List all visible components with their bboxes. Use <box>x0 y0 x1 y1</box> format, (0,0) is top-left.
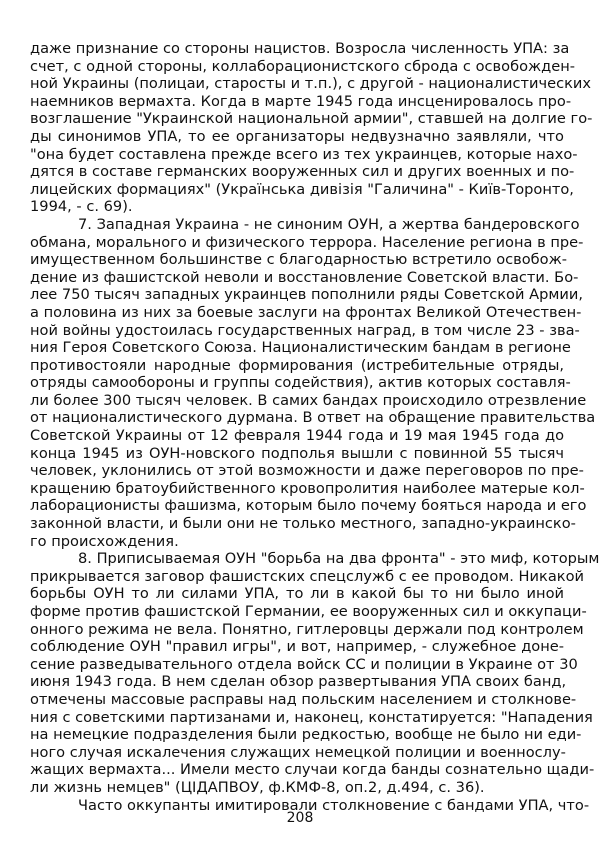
text-line: лаборационисты фашизма, которым было почему бояться народа и его <box>30 497 587 515</box>
text-line: на немецкие подразделения были редкостью, вообще не было ни еди- <box>30 726 582 744</box>
text-line: конца 1945 из ОУН-новского подполья вышли с повинной 55 тысяч <box>30 444 564 462</box>
text-line: счет, с одной стороны, коллаборационистского сброда с освобожден- <box>30 57 576 75</box>
page-number: 208 <box>286 810 314 826</box>
text-line: кращению братоубийственного кровопролития наиболее матерые кол- <box>30 479 585 497</box>
text-line: имущественном большинстве с благодарностью встретило освобож- <box>30 251 568 269</box>
text-line: даже признание со стороны нацистов. Возросла численность УПА: за <box>30 40 570 57</box>
text-line: ной Украины (полицаи, старосты и т.п.), с другой - националистических <box>30 75 592 93</box>
text-line: противостояли народные формирования (истребительные отряды, <box>30 356 564 374</box>
text-line: июня 1943 года. В нем сделан обзор развертывания УПА своих банд, <box>30 673 567 691</box>
text-line: дение из фашистской неволи и восстановление Советской власти. Бо- <box>30 268 579 286</box>
text-line: отмечены массовые расправы над польским населением и столкнове- <box>30 690 577 708</box>
text-line: от националистического дурмана. В ответ на обращение правительства <box>30 409 596 427</box>
text-line: человек, уклонились от этой возможности и даже переговоров по пре- <box>30 462 584 480</box>
text-line: борьбы ОУН то ли силами УПА, то ли в какой бы то ни было иной <box>30 585 564 603</box>
text-line: онного режима не вела. Понятно, гитлеровцы держали под контролем <box>30 620 584 638</box>
text-line: Часто оккупанты имитировали столкновение с бандами УПА, что- <box>78 796 590 814</box>
text-line: ния Героя Советского Союза. Националистическим бандам в регионе <box>30 339 571 357</box>
text-line: ли более 300 тысяч человек. В самих бандах происходило отрезвление <box>30 391 587 409</box>
text-line: ды синонимов УПА, то ее организаторы недвузначно заявляли, что <box>30 127 564 145</box>
body-text <box>30 40 600 814</box>
text-line: го происхождения. <box>30 532 179 550</box>
text-line: возглашение "Украинской национальной армии", ставшей на долгие го- <box>30 110 593 128</box>
text-line: законной власти, и были они не только местного, западно-украинско- <box>30 515 576 533</box>
text-line: наемников вермахта. Когда в марте 1945 года инсценировалось про- <box>30 92 572 110</box>
text-line: обмана, морального и физического террора. Население региона в пре- <box>30 233 584 251</box>
text-line: 8. Приписываемая ОУН "борьба на два фронта" - это миф, которым <box>78 550 600 568</box>
text-line: Советской Украины от 12 февраля 1944 года и 19 мая 1945 года до <box>30 427 564 445</box>
text-line: соблюдение ОУН "правил игры", и вот, например, - служебное доне- <box>30 638 564 656</box>
text-line: дятся в составе германских вооруженных сил и других военных и по- <box>30 163 575 181</box>
text-line: жащих вермахта... Имели место случаи когда банды сознательно щади- <box>30 761 595 779</box>
text-line: 1994, - с. 69). <box>30 198 133 216</box>
text-line: лее 750 тысяч западных украинцев пополнили ряды Советской Армии, <box>30 286 583 304</box>
text-line: ния с советскими партизанами и, наконец, констатируется: "Нападения <box>30 708 593 726</box>
text-line: ной войны удостоилась государственных наград, в том числе 23 - зва- <box>30 321 580 339</box>
text-line: 7. Западная Украина - не синоним ОУН, а жертва бандеровского <box>78 215 580 233</box>
text-line: "она будет составлена прежде всего из тех украинцев, которые нахо- <box>30 145 578 163</box>
text-line: сение разведывательного отдела войск СС и полиции в Украине от 30 <box>30 655 578 673</box>
text-line: а половина из них за боевые заслуги на фронтах Великой Отечествен- <box>30 303 582 321</box>
text-line: форме против фашистской Германии, ее вооруженных сил и оккупаци- <box>30 603 587 620</box>
text-line: ного случая искалечения служащих немецкой полиции и военнослу- <box>30 743 566 761</box>
text-line: прикрывается заговор фашистских спецслужб с ее проводом. Никакой <box>30 567 584 585</box>
text-line: лицейских формациях" (Українська дивізія "Галичина" - Київ-Торонто, <box>30 180 574 198</box>
text-line: отряды самообороны и группы содействия), актив которых составля- <box>30 374 571 392</box>
text-line: ли жизнь немцев" (ЦІДАПВОУ, ф.КМФ-8, оп.2, д.494, с. 36). <box>30 778 485 796</box>
